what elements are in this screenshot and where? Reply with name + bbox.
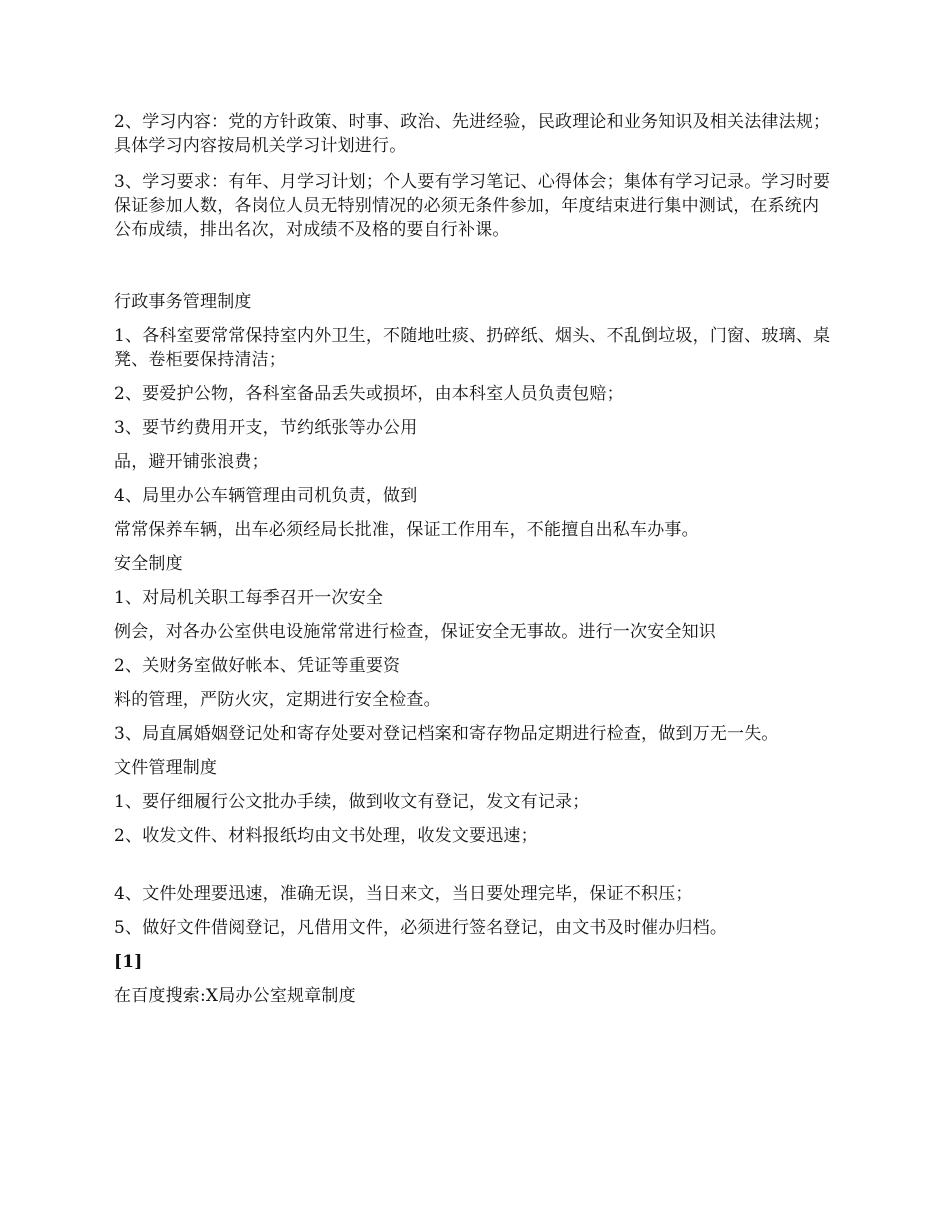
paragraph-study-requirements: 3、学习要求：有年、月学习计划；个人要有学习笔记、心得体会；集体有学习记录。学习时要保证参加人数，各岗位人员无特别情况的必须无条件参加，年度结束进行集中测试，在系统内公布成绩，排出名次，对成绩不及格的要自行补课。	[114, 172, 831, 240]
paragraph-documents-item-1: 1、要仔细履行公文批办手续，做到收文有登记，发文有记录；	[114, 792, 590, 812]
paragraph-documents-item-4: 4、文件处理要迅速，准确无误，当日来文，当日要处理完毕，保证不积压；	[114, 884, 693, 904]
section-heading-documents: 文件管理制度	[114, 758, 218, 778]
paragraph-admin-item-3: 3、要节约费用开支，节约纸张等办公用	[114, 418, 418, 438]
paragraph-safety-item-1-cont: 例会，对各办公室供电设施常常进行检查，保证安全无事故。进行一次安全知识	[114, 622, 716, 642]
document-page	[114, 110, 834, 1008]
paragraph-safety-item-3: 3、局直属婚姻登记处和寄存处要对登记档案和寄存物品定期进行检查，做到万无一失。	[114, 724, 779, 744]
paragraph-safety-item-2-cont: 料的管理，严防火灾，定期进行安全检查。	[114, 690, 441, 710]
paragraph-study-content: 2、学习内容：党的方针政策、时事、政治、先进经验，民政理论和业务知识及相关法律法规；具体学习内容按局机关学习计划进行。	[114, 112, 831, 156]
section-heading-admin-affairs: 行政事务管理制度	[114, 292, 252, 312]
section-heading-safety: 安全制度	[114, 554, 183, 574]
paragraph-safety-item-2: 2、关财务室做好帐本、凭证等重要资	[114, 656, 401, 676]
paragraph-documents-item-5: 5、做好文件借阅登记，凡借用文件，必须进行签名登记，由文书及时催办归档。	[114, 918, 728, 938]
reference-marker: [1]	[114, 952, 143, 972]
paragraph-admin-item-2: 2、要爱护公物，各科室备品丢失或损坏，由本科室人员负责包赔；	[114, 384, 624, 404]
paragraph-admin-item-4-cont: 常常保养车辆，出车必须经局长批准，保证工作用车，不能擅自出私车办事。	[114, 520, 699, 540]
paragraph-admin-item-4: 4、局里办公车辆管理由司机负责，做到	[114, 486, 418, 506]
paragraph-admin-item-3-cont: 品，避开铺张浪费；	[114, 452, 269, 472]
paragraph-documents-item-2: 2、收发文件、材料报纸均由文书处理，收发文要迅速；	[114, 826, 538, 846]
paragraph-admin-item-1: 1、各科室要常常保持室内外卫生，不随地吐痰、扔碎纸、烟头、不乱倒垃圾，门窗、玻璃、桌凳、卷柜要保持清洁；	[114, 326, 831, 370]
search-footer-text: 在百度搜索:X局办公室规章制度	[114, 986, 356, 1006]
paragraph-safety-item-1: 1、对局机关职工每季召开一次安全	[114, 588, 384, 608]
